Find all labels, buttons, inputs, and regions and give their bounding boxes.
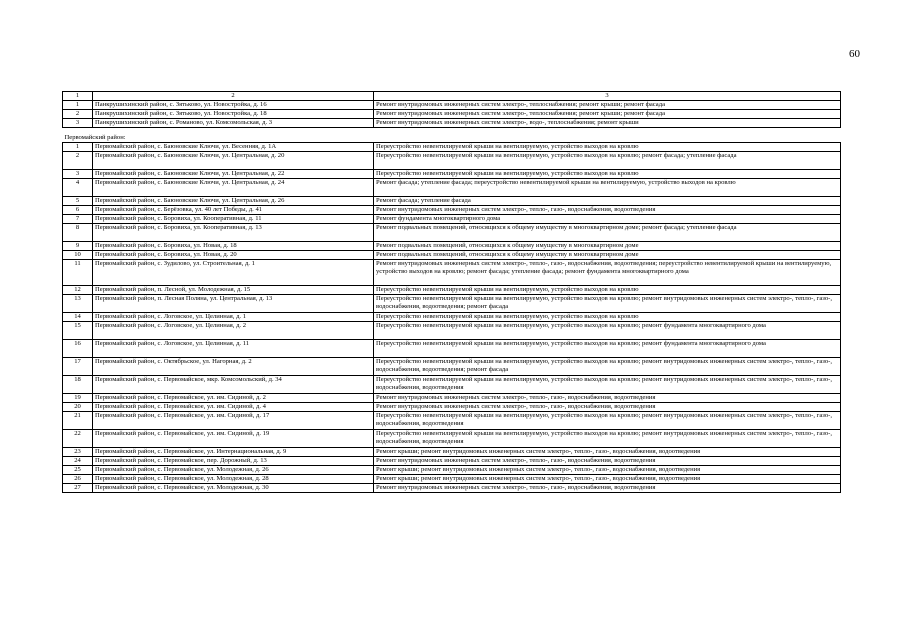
works-cell: Переустройство невентилируемой крыши на вентилируемую, устройство выходов на кровлю; ремонт фасада; утепление фасада — [374, 152, 841, 170]
address-cell: Первомайский район, с. Баюновские Ключи, ул. Центральная, д. 20 — [93, 152, 374, 170]
address-cell: Первомайский район, с. Первомайское, ул. Молодежная, д. 28 — [93, 475, 374, 484]
row-number: 25 — [63, 466, 93, 475]
table-row — [63, 224, 841, 242]
works-cell: Ремонт фасада; утепление фасада; переустройство невентилируемой крыши на вентилируемую, устройство выходов на кровлю — [374, 179, 841, 197]
works-cell: Ремонт внутридомовых инженерных систем электро-, теплоснабжения; ремонт крыши; ремонт фасада — [374, 110, 841, 119]
column-number-2: 2 — [93, 92, 374, 101]
row-number: 23 — [63, 448, 93, 457]
row-number: 16 — [63, 340, 93, 358]
row-number: 10 — [63, 251, 93, 260]
address-cell: Первомайский район, с. Логовское, ул. Целинная, д. 11 — [93, 340, 374, 358]
address-cell: Панкрушихинский район, с. Романово, ул. Комсомольская, д. 3 — [93, 119, 374, 128]
works-cell: Ремонт внутридомовых инженерных систем электро-, тепло-, газо-, водоснабжения, водоотведения — [374, 484, 841, 493]
works-cell: Переустройство невентилируемой крыши на вентилируемую, устройство выходов на кровлю; ремонт внутридомовых инженерных систем электро-, тепло-, газо-, водоснабжения, водоотведения — [374, 430, 841, 448]
table-row — [63, 110, 841, 119]
table-row — [63, 143, 841, 152]
address-cell: Панкрушихинский район, с. Зятьково, ул. Новостройка, д. 18 — [93, 110, 374, 119]
works-cell: Переустройство невентилируемой крыши на вентилируемую, устройство выходов на кровлю — [374, 286, 841, 295]
row-number: 27 — [63, 484, 93, 493]
works-cell: Переустройство невентилируемой крыши на вентилируемую, устройство выходов на кровлю; ремонт фундамента многоквартирного дома — [374, 322, 841, 340]
row-number: 13 — [63, 295, 93, 313]
works-cell: Переустройство невентилируемой крыши на вентилируемую, устройство выходов на кровлю — [374, 313, 841, 322]
works-cell: Ремонт фундамента многоквартирного дома — [374, 215, 841, 224]
row-number: 14 — [63, 313, 93, 322]
works-cell: Переустройство невентилируемой крыши на вентилируемую, устройство выходов на кровлю; ремонт внутридомовых инженерных систем электро-, тепло-, газо-, водоснабжения, водоотведения — [374, 412, 841, 430]
works-cell: Переустройство невентилируемой крыши на вентилируемую, устройство выходов на кровлю; ремонт фундамента многоквартирного дома — [374, 340, 841, 358]
district-heading-row — [63, 128, 841, 143]
table-row — [63, 412, 841, 430]
works-cell: Ремонт внутридомовых инженерных систем электро-, тепло-, газо-, водоснабжения, водоотведения; переустройство невентилируемой крыши на вентилируемую, устройство выходов на кровлю; ремонт фасада; утепление фасада; ремонт фундамента многоквартирного дома — [374, 260, 841, 286]
table-row — [63, 358, 841, 376]
works-cell: Ремонт внутридомовых инженерных систем электро-, водо-, теплоснабжения; ремонт крыши — [374, 119, 841, 128]
works-cell: Ремонт крыши; ремонт внутридомовых инженерных систем электро-, тепло-, газо-, водоснабжения, водоотведения — [374, 466, 841, 475]
table-row — [63, 448, 841, 457]
row-number: 7 — [63, 215, 93, 224]
row-number: 24 — [63, 457, 93, 466]
address-cell: Первомайский район, с. Первомайское, ул. Молодежная, д. 26 — [93, 466, 374, 475]
row-number: 15 — [63, 322, 93, 340]
address-cell: Первомайский район, с. Боровиха, ул. Кооперативная, д. 11 — [93, 215, 374, 224]
address-cell: Первомайский район, с. Зудилово, ул. Строительная, д. 1 — [93, 260, 374, 286]
address-cell: Первомайский район, с. Боровиха, ул. Новая, д. 18 — [93, 242, 374, 251]
address-cell: Первомайский район, с. Баюновские Ключи, ул. Центральная, д. 24 — [93, 179, 374, 197]
row-number: 3 — [63, 170, 93, 179]
address-cell: Панкрушихинский район, с. Зятьково, ул. Новостройка, д. 16 — [93, 101, 374, 110]
table-row — [63, 251, 841, 260]
address-cell: Первомайский район, с. Баюновские Ключи, ул. Центральная, д. 26 — [93, 197, 374, 206]
table-row — [63, 286, 841, 295]
row-number: 2 — [63, 110, 93, 119]
address-cell: Первомайский район, с. Баюновские Ключи, ул. Центральная, д. 22 — [93, 170, 374, 179]
table-row — [63, 206, 841, 215]
works-cell: Ремонт внутридомовых инженерных систем электро-, тепло-, газо-, водоснабжения, водоотведения — [374, 403, 841, 412]
table-row — [63, 101, 841, 110]
works-cell: Ремонт крыши; ремонт внутридомовых инженерных систем электро-, тепло-, газо-, водоснабжения, водоотведения — [374, 475, 841, 484]
table-row — [63, 119, 841, 128]
address-cell: Первомайский район, с. Первомайское, ул. им. Сидиной, д. 2 — [93, 394, 374, 403]
works-cell: Ремонт крыши; ремонт внутридомовых инженерных систем электро-, тепло-, газо-, водоснабжения, водоотведения — [374, 448, 841, 457]
works-cell: Переустройство невентилируемой крыши на вентилируемую, устройство выходов на кровлю; ремонт внутридомовых инженерных систем электро-, тепло-, газо-, водоснабжения, водоотведения; ремонт фасада — [374, 358, 841, 376]
works-cell: Ремонт внутридомовых инженерных систем электро-, теплоснабжения; ремонт крыши; ремонт фасада — [374, 101, 841, 110]
row-number: 1 — [63, 143, 93, 152]
works-cell: Переустройство невентилируемой крыши на вентилируемую, устройство выходов на кровлю; ремонт внутридомовых инженерных систем электро-, тепло-, газо-, водоснабжения, водоотведения; ремонт фасада — [374, 295, 841, 313]
table-row — [63, 197, 841, 206]
address-cell: Первомайский район, с. Октябрьское, ул. Нагорная, д. 2 — [93, 358, 374, 376]
table-row — [63, 152, 841, 170]
table-row — [63, 457, 841, 466]
address-cell: Первомайский район, с. Первомайское, ул. Интернациональная, д. 9 — [93, 448, 374, 457]
address-cell: Первомайский район, с. Первомайское, ул. им. Сидиной, д. 17 — [93, 412, 374, 430]
table-row — [63, 403, 841, 412]
address-cell: Первомайский район, с. Боровиха, ул. Кооперативная, д. 13 — [93, 224, 374, 242]
table-row — [63, 340, 841, 358]
address-cell: Первомайский район, с. Первомайское, ул. им. Сидиной, д. 19 — [93, 430, 374, 448]
row-number: 2 — [63, 152, 93, 170]
row-number: 12 — [63, 286, 93, 295]
row-number: 11 — [63, 260, 93, 286]
row-number: 3 — [63, 119, 93, 128]
address-cell: Первомайский район, с. Логовское, ул. Целинная, д. 2 — [93, 322, 374, 340]
address-cell: Первомайский район, п. Лесная Поляна, ул. Центральная, д. 13 — [93, 295, 374, 313]
page-number: 60 — [849, 48, 860, 60]
row-number: 18 — [63, 376, 93, 394]
row-number: 1 — [63, 101, 93, 110]
table-row — [63, 430, 841, 448]
table-row — [63, 484, 841, 493]
address-cell: Первомайский район, с. Первомайское, пер. Дорожный, д. 13 — [93, 457, 374, 466]
table-row — [63, 322, 841, 340]
works-cell: Переустройство невентилируемой крыши на вентилируемую, устройство выходов на кровлю; ремонт внутридомовых инженерных систем электро-, тепло-, газо-, водоснабжения, водоотведения — [374, 376, 841, 394]
district-heading: Первомайский район: — [64, 134, 126, 141]
column-number-3: 3 — [374, 92, 841, 101]
table-row — [63, 394, 841, 403]
table-row — [63, 242, 841, 251]
table-row — [63, 466, 841, 475]
table-body — [63, 92, 841, 493]
row-number: 5 — [63, 197, 93, 206]
table-row — [63, 376, 841, 394]
table-row — [63, 179, 841, 197]
row-number: 26 — [63, 475, 93, 484]
address-cell: Первомайский район, с. Первомайское, ул. Молодежная, д. 30 — [93, 484, 374, 493]
works-cell: Ремонт подвальных помещений, относящихся к общему имуществу в многоквартирном доме — [374, 251, 841, 260]
address-cell: Первомайский район, с. Баюновские Ключи, ул. Весенняя, д. 1А — [93, 143, 374, 152]
works-cell: Ремонт внутридомовых инженерных систем электро-, тепло-, газо-, водоснабжения, водоотведения — [374, 206, 841, 215]
address-cell: Первомайский район, с. Берёзовка, ул. 40 лет Победы, д. 41 — [93, 206, 374, 215]
address-cell: Первомайский район, п. Лесной, ул. Молодежная, д. 15 — [93, 286, 374, 295]
table-row — [63, 170, 841, 179]
address-cell: Первомайский район, с. Боровиха, ул. Новая, д. 20 — [93, 251, 374, 260]
address-cell: Первомайский район, с. Логовское, ул. Целинная, д. 1 — [93, 313, 374, 322]
address-cell: Первомайский район, с. Первомайское, ул. им. Сидиной, д. 4 — [93, 403, 374, 412]
table-row — [63, 313, 841, 322]
column-number-row — [63, 92, 841, 101]
row-number: 21 — [63, 412, 93, 430]
row-number: 9 — [63, 242, 93, 251]
works-cell: Ремонт подвальных помещений, относящихся к общему имуществу в многоквартирном доме; ремонт фасада; утепление фасада — [374, 224, 841, 242]
row-number: 4 — [63, 179, 93, 197]
row-number: 19 — [63, 394, 93, 403]
works-cell: Ремонт подвальных помещений, относящихся к общему имуществу в многоквартирном доме — [374, 242, 841, 251]
works-cell: Переустройство невентилируемой крыши на вентилируемую, устройство выходов на кровлю — [374, 143, 841, 152]
table-row — [63, 260, 841, 286]
address-cell: Первомайский район, с. Первомайское, мкр. Комсомольский, д. 34 — [93, 376, 374, 394]
table-row — [63, 295, 841, 313]
works-cell: Ремонт внутридомовых инженерных систем электро-, тепло-, газо-, водоснабжения, водоотведения — [374, 457, 841, 466]
works-cell: Ремонт фасада; утепление фасада — [374, 197, 841, 206]
works-cell: Переустройство невентилируемой крыши на вентилируемую, устройство выходов на кровлю — [374, 170, 841, 179]
housing-repair-table — [62, 91, 841, 493]
table-row — [63, 215, 841, 224]
row-number: 22 — [63, 430, 93, 448]
row-number: 17 — [63, 358, 93, 376]
column-number-1: 1 — [63, 92, 93, 101]
works-cell: Ремонт внутридомовых инженерных систем электро-, тепло-, газо-, водоснабжения, водоотведения — [374, 394, 841, 403]
row-number: 20 — [63, 403, 93, 412]
row-number: 8 — [63, 224, 93, 242]
row-number: 6 — [63, 206, 93, 215]
table-row — [63, 475, 841, 484]
